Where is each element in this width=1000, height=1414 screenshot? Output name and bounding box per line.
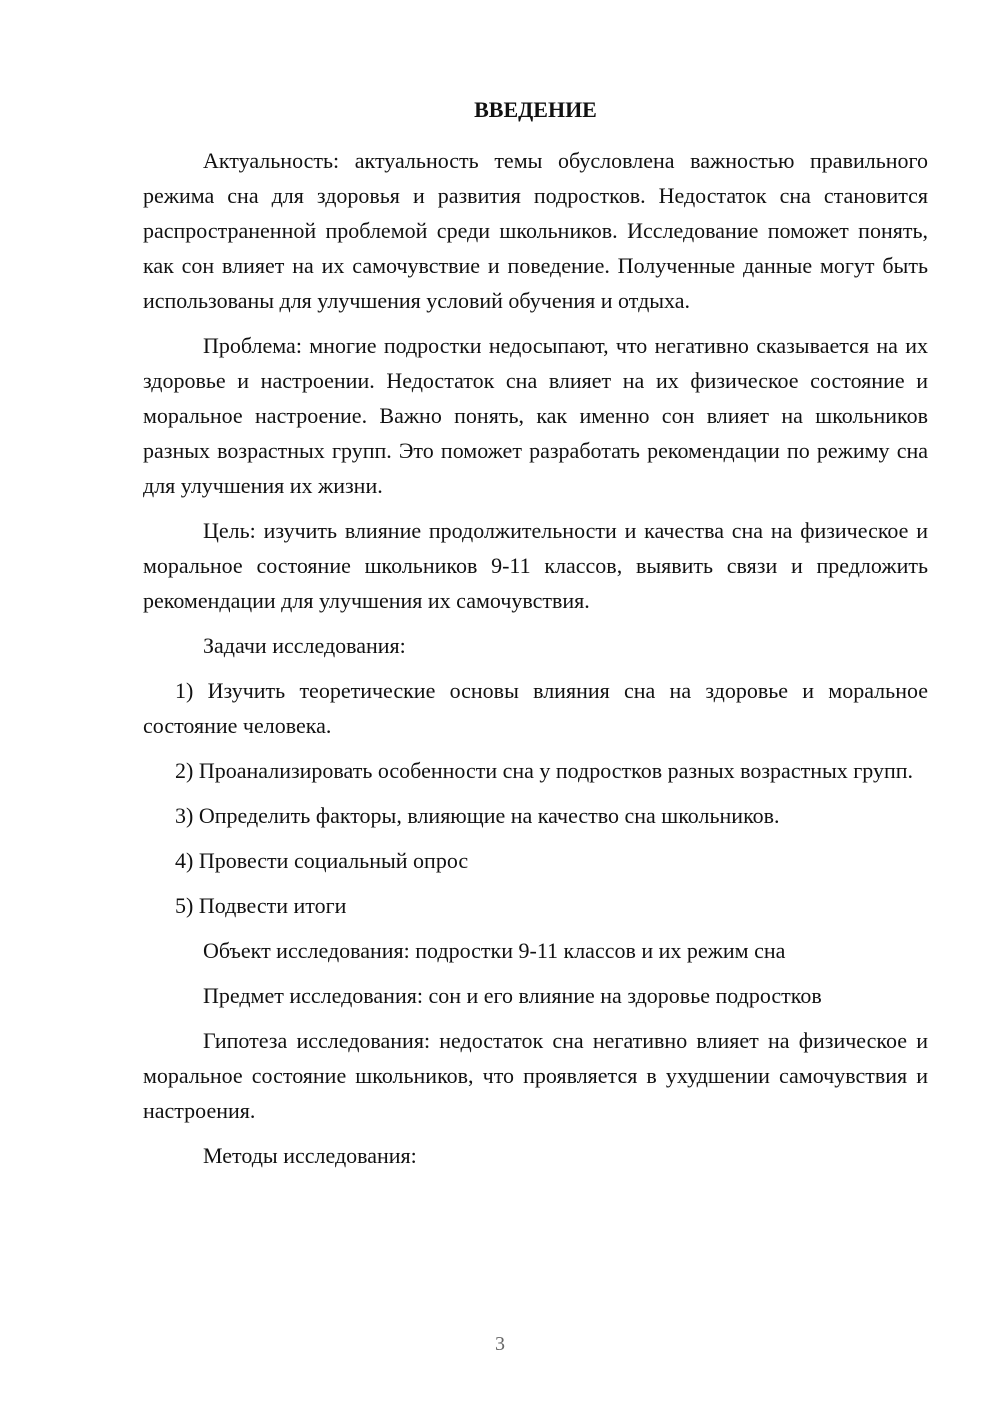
subject-paragraph: Предмет исследования: сон и его влияние на здоровье подростков [203,983,822,1008]
relevance-paragraph: Актуальность: актуальность темы обусловлена важностью правильного режима сна для здоровья и развития подростков. Недостаток сна становится распространенной проблемой среди школьников. Исследование поможет понять, как сон влияет на их самочувствие и поведение. Полученные данные могут быть использованы для улучшения условий обучения и отдыха. [143,148,928,313]
goal-paragraph: Цель: изучить влияние продолжительности и качества сна на физическое и моральное состояние школьников 9-11 классов, выявить связи и предложить рекомендации для улучшения их самочувствия. [143,518,928,613]
problem-paragraph: Проблема: многие подростки недосыпают, что негативно сказывается на их здоровье и настроении. Недостаток сна влияет на их физическое состояние и моральное настроение. Важно понять, как именно сон влияет на школьников разных возрастных групп. Это поможет разработать рекомендации по режиму сна для улучшения их жизни. [143,333,928,498]
task-item-1: 1) Изучить теоретические основы влияния сна на здоровье и моральное состояние человека. [143,678,928,738]
task-item-2: 2) Проанализировать особенности сна у подростков разных возрастных групп. [175,758,914,783]
section-heading: ВВЕДЕНИЕ [474,97,597,122]
task-item-4: 4) Провести социальный опрос [175,848,469,873]
hypothesis-paragraph: Гипотеза исследования: недостаток сна негативно влияет на физическое и моральное состояние школьников, что проявляется в ухудшении самочувствия и настроения. [143,1028,928,1123]
object-paragraph: Объект исследования: подростки 9-11 классов и их режим сна [203,938,786,963]
task-item-5: 5) Подвести итоги [175,893,347,918]
methods-title: Методы исследования: [203,1143,417,1168]
tasks-title: Задачи исследования: [203,633,406,658]
task-item-3: 3) Определить факторы, влияющие на качество сна школьников. [175,803,780,828]
page-number: 3 [495,1333,505,1355]
document-page [143,92,928,1183]
